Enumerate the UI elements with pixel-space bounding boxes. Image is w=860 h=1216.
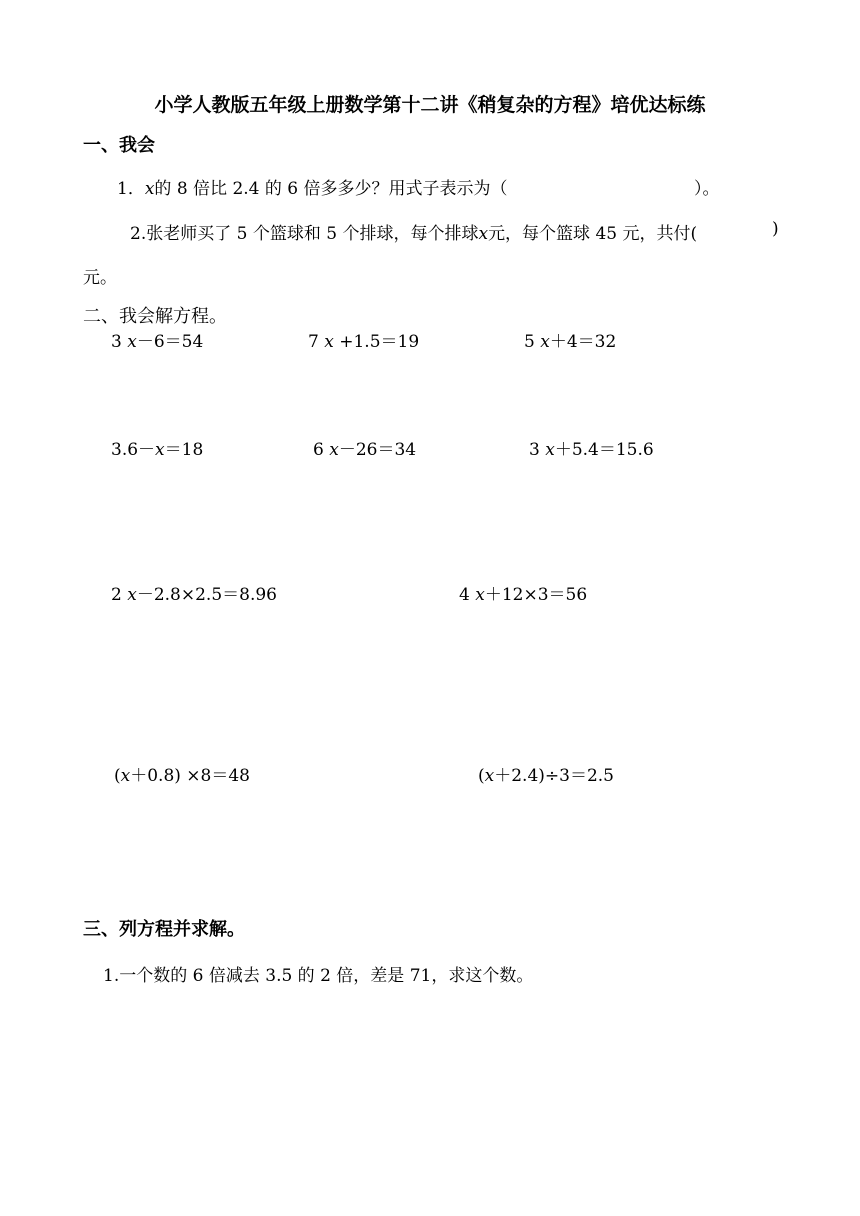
eq-var: x xyxy=(155,440,165,460)
eq-var: x xyxy=(540,332,550,352)
question-3-1: 1.一个数的 6 倍减去 3.5 的 2 倍，差是 71，求这个数。 xyxy=(103,966,534,986)
eq-coef: 3 xyxy=(529,440,540,460)
equation-4 xyxy=(111,435,203,460)
eq-coef: 3.6－ xyxy=(111,440,156,460)
eq-rest: ＋4＝32 xyxy=(549,332,617,352)
equation-3 xyxy=(524,327,616,352)
eq-var: x xyxy=(475,585,485,605)
eq-coef: 4 xyxy=(459,585,470,605)
eq-coef: 3 xyxy=(111,332,122,352)
q1-var: x xyxy=(144,179,155,199)
equation-2 xyxy=(308,327,419,352)
q2-text-a: 2.张老师买了 5 个篮球和 5 个排球，每个排球 xyxy=(130,224,479,244)
q1-answer-close: ）。 xyxy=(694,179,720,199)
eq-coef: 2 xyxy=(111,585,122,605)
eq-var: x xyxy=(127,332,137,352)
eq-rest: －2.8×2.5＝8.96 xyxy=(136,585,277,605)
q2-line2: 元。 xyxy=(83,268,117,288)
eq-var: x xyxy=(120,766,131,786)
section-3-heading: 三、列方程并求解。 xyxy=(83,919,245,940)
eq-coef: 5 xyxy=(524,332,535,352)
question-1-2 xyxy=(130,219,697,244)
q2-var: x xyxy=(478,224,489,244)
eq-rest: ＋5.4＝15.6 xyxy=(554,440,654,460)
equation-9 xyxy=(114,761,250,786)
eq-rest: ＝18 xyxy=(164,440,204,460)
equation-1 xyxy=(111,327,203,352)
q2-answer-close: ) xyxy=(772,219,779,239)
eq-open: ( xyxy=(478,766,485,786)
eq-rest: +1.5＝19 xyxy=(333,332,420,352)
equation-5 xyxy=(313,435,416,460)
eq-var: x xyxy=(127,585,137,605)
eq-rest: －6＝54 xyxy=(136,332,204,352)
page-title: 小学人教版五年级上册数学第十二讲《稍复杂的方程》培优达标练 xyxy=(154,94,706,116)
eq-rest: ＋2.4)÷3＝2.5 xyxy=(494,766,614,786)
eq-open: ( xyxy=(114,766,121,786)
eq-var: x xyxy=(329,440,339,460)
eq-rest: －26＝34 xyxy=(338,440,417,460)
eq-var: x xyxy=(324,332,334,352)
eq-rest: ＋0.8) ×8＝48 xyxy=(130,766,250,786)
section-1-heading: 一、我会 xyxy=(83,135,155,156)
question-1-1 xyxy=(117,174,508,199)
eq-rest: ＋12×3＝56 xyxy=(484,585,588,605)
equation-8 xyxy=(459,580,587,605)
eq-coef: 7 xyxy=(308,332,319,352)
eq-coef: 6 xyxy=(313,440,324,460)
eq-var: x xyxy=(545,440,555,460)
equation-7 xyxy=(111,580,277,605)
equation-10 xyxy=(478,761,614,786)
equation-6 xyxy=(529,435,654,460)
q1-prefix: 1． xyxy=(117,179,145,199)
q2-text-b: 元，每个篮球 45 元，共付( xyxy=(488,224,698,244)
section-2-heading: 二、我会解方程。 xyxy=(83,306,227,327)
q1-text: 的 8 倍比 2.4 的 6 倍多多少？用式子表示为（ xyxy=(154,179,508,199)
eq-var: x xyxy=(484,766,495,786)
